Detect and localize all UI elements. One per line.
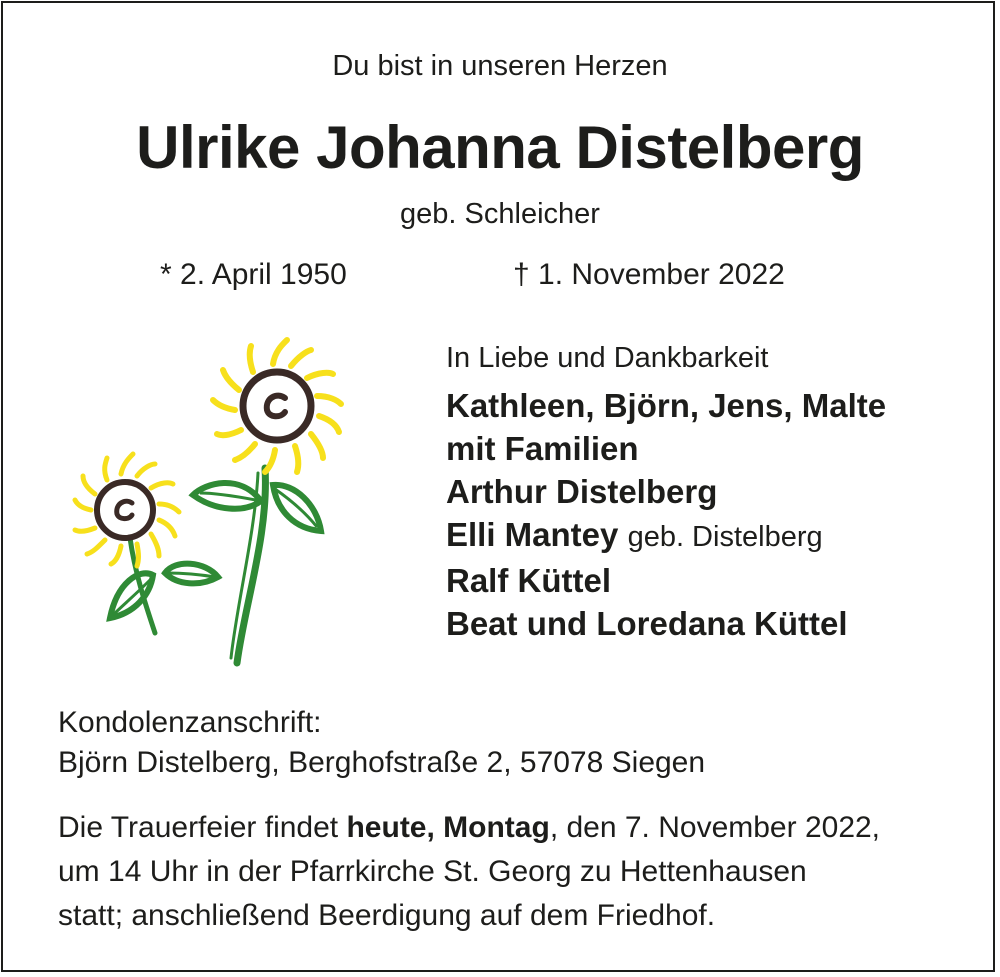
condolence-block — [58, 703, 705, 783]
mourner-name: Ralf Küttel — [446, 562, 611, 599]
mourner-line — [446, 602, 886, 645]
mourner-line — [446, 427, 886, 470]
intro-line: Du bist in unseren Herzen — [332, 50, 668, 82]
service-day: heute, Montag — [346, 811, 550, 844]
maiden-name: geb. Schleicher — [400, 198, 600, 230]
death-date: † 1. November 2022 — [513, 258, 785, 291]
mourners-block — [446, 342, 886, 645]
mourner-name: Kathleen, Björn, Jens, Malte — [446, 387, 887, 424]
mourner-list — [446, 384, 886, 645]
deceased-name: Ulrike Johanna Distelberg — [136, 114, 864, 181]
service-line-3: statt; anschließend Beerdigung auf dem Friedhof. — [58, 899, 716, 932]
mourner-note: geb. Distelberg — [627, 521, 823, 553]
service-text-start: Die Trauerfeier findet — [58, 811, 347, 844]
service-line-2: um 14 Uhr in der Pfarrkirche St. Georg zu Hettenhausen — [58, 855, 807, 888]
condolence-address: Björn Distelberg, Berghofstraße 2, 57078 Siegen — [58, 746, 706, 779]
mourner-line — [446, 559, 886, 602]
sunflowers-icon — [55, 333, 390, 668]
service-date: , den 7. November 2022, — [549, 811, 881, 844]
mourner-line — [446, 470, 886, 513]
mourner-name: Beat und Loredana Küttel — [446, 605, 848, 642]
birth-date: * 2. April 1950 — [160, 258, 347, 291]
mourner-line — [446, 513, 886, 559]
mourner-name: Elli Mantey — [446, 516, 619, 553]
service-info — [58, 806, 880, 938]
condolence-label: Kondolenzanschrift: — [58, 706, 322, 739]
mourner-name: mit Familien — [446, 430, 639, 467]
dedication-line: In Liebe und Dankbarkeit — [446, 342, 769, 374]
mourner-name: Arthur Distelberg — [446, 473, 718, 510]
service-line-1 — [58, 806, 880, 850]
mourner-line — [446, 384, 886, 427]
